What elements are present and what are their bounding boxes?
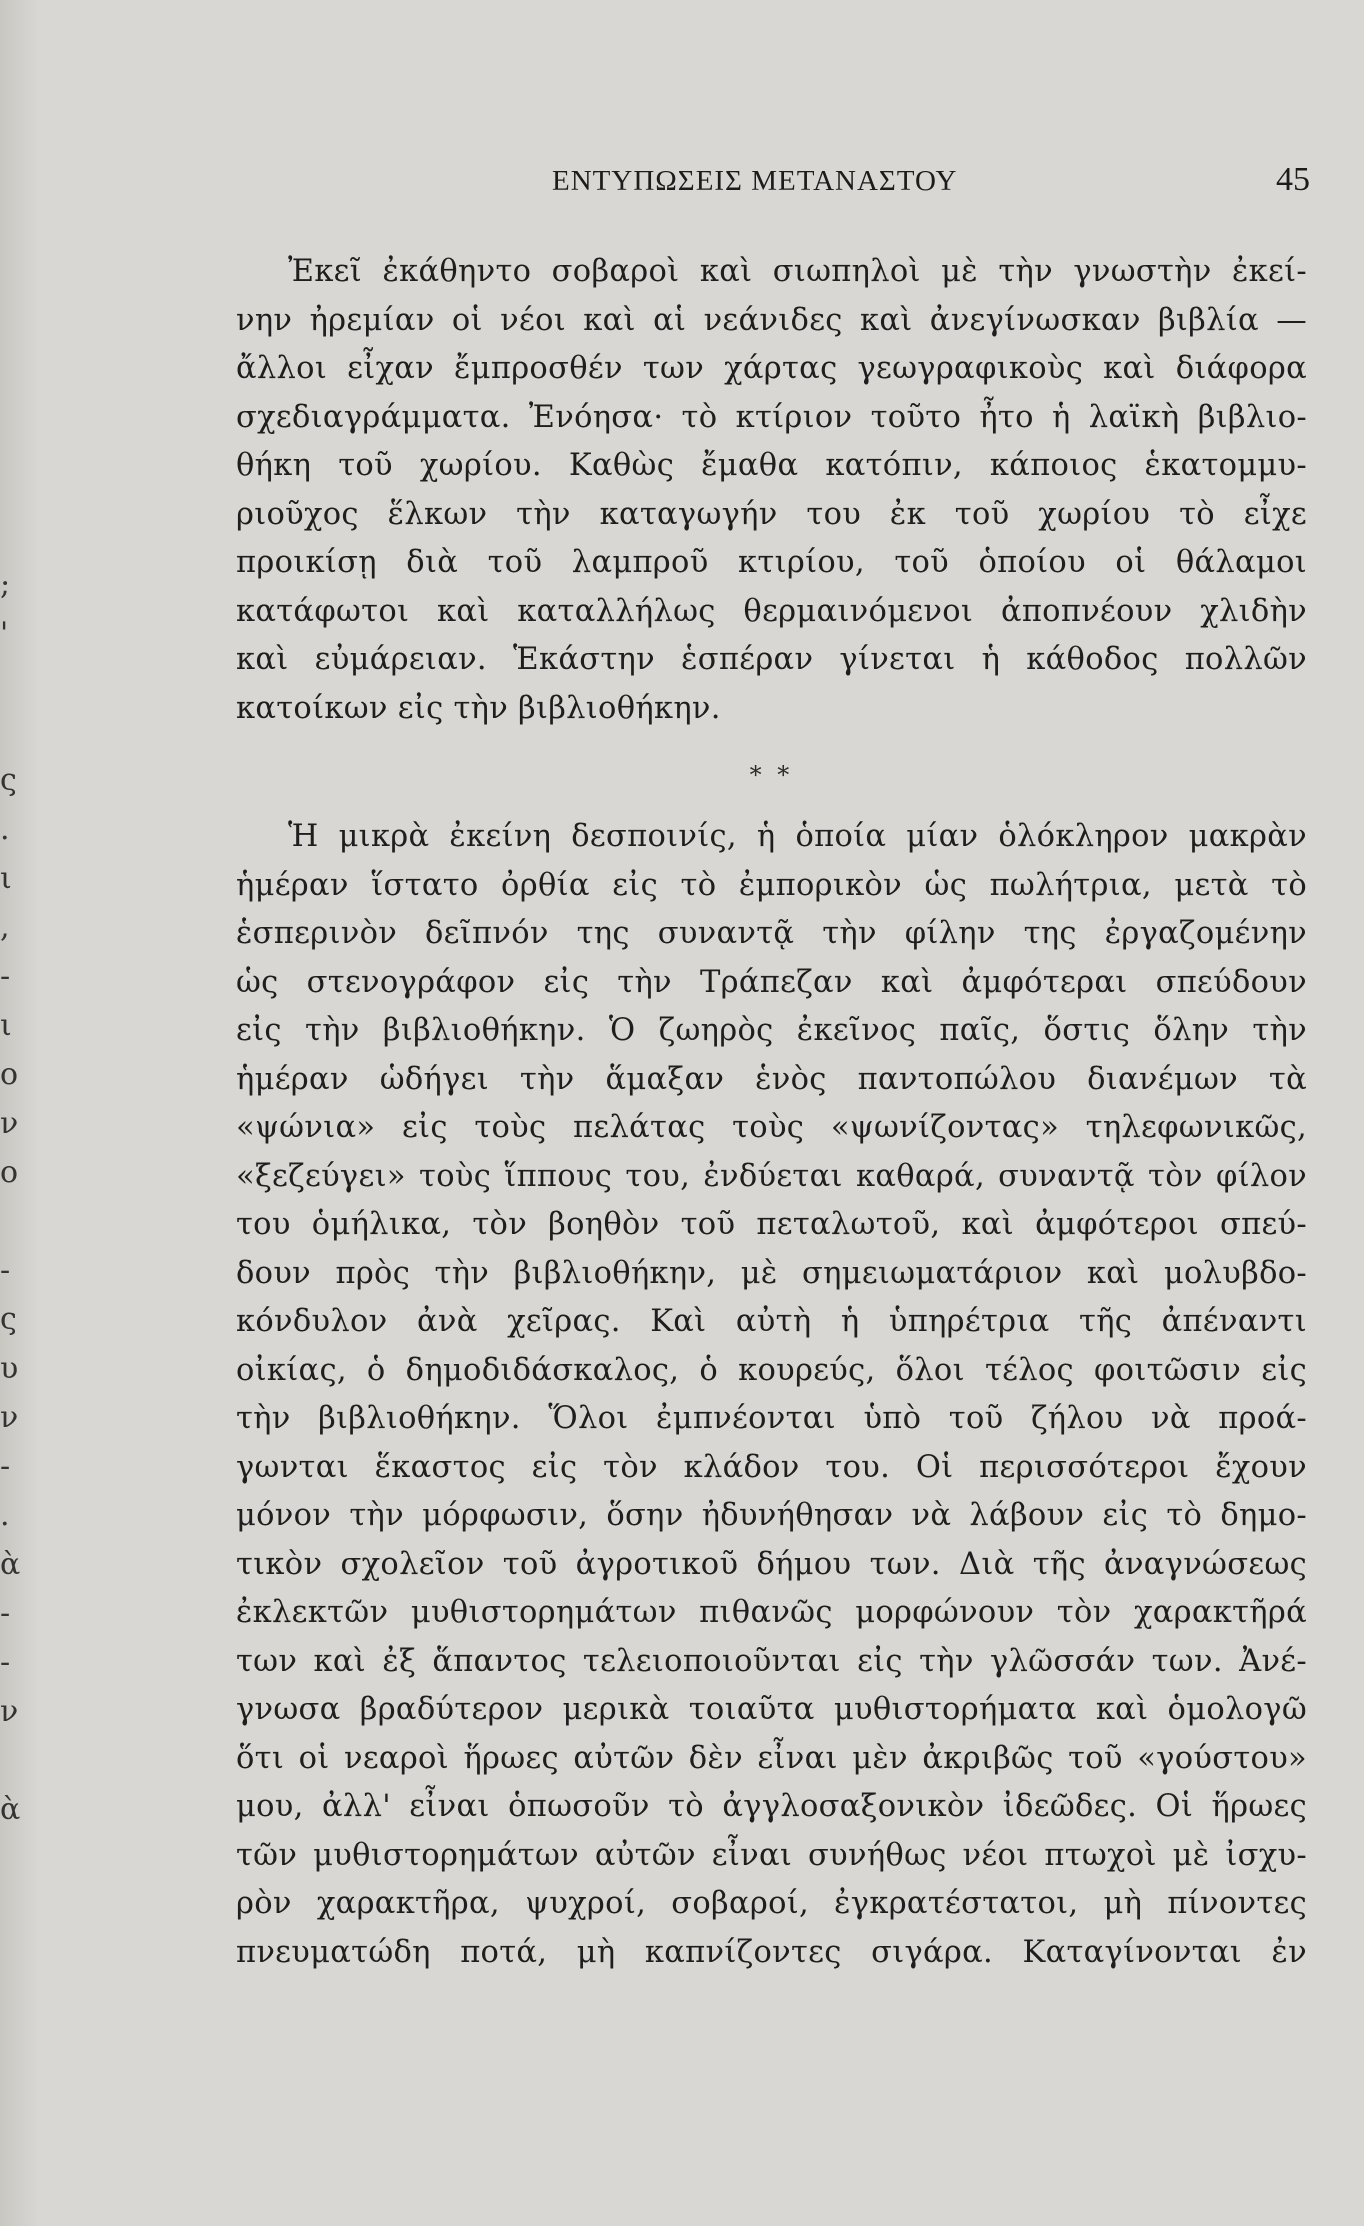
text-line: γνωσα βραδύτερον μερικὰ τοιαῦτα μυθιστορήματα καὶ ὁμολογῶ (236, 1692, 1307, 1727)
text-line: Ἡ μικρὰ ἐκείνη δεσποινίς, ἡ ὁποία μίαν ὁλόκληρον μακρὰν (288, 819, 1307, 854)
gutter-mark: . (0, 812, 10, 847)
gutter-mark: ι (0, 861, 12, 896)
gutter-mark: ὰ (0, 1792, 21, 1827)
gutter-mark (0, 1736, 22, 1785)
text-line: «ξεζεύγει» τοὺς ἵππους του, ἐνδύεται καθαρά, συναντᾷ τὸν φίλον (236, 1158, 1307, 1194)
text-line: τικὸν σχολεῖον τοῦ ἀγροτικοῦ δήμου των. Διὰ τῆς ἀναγνώσεως (236, 1546, 1307, 1582)
text-line: ἄλλοι εἶχαν ἔμπροσθέν των χάρτας γεωγραφικοὺς καὶ διάφορα (236, 351, 1307, 386)
gutter-mark: ν (0, 1694, 19, 1729)
text-line: καὶ εὐμάρειαν. Ἑκάστην ἑσπέραν γίνεται ἡ κάθοδος πολλῶν (236, 642, 1307, 677)
text-line: γωνται ἕκαστος εἰς τὸν κλάδον του. Οἱ περισσότεροι ἔχουν (236, 1449, 1307, 1485)
gutter-mark (0, 707, 22, 756)
text-line: ρὸν χαρακτῆρα, ψυχροί, σοβαροί, ἐγκρατέστατοι, μὴ πίνοντες (236, 1886, 1307, 1921)
text-line: κόνδυλον ἀνὰ χεῖρας. Καὶ αὐτὴ ἡ ὑπηρέτρια τῆς ἀπέναντι (236, 1304, 1307, 1339)
paragraph (236, 248, 1307, 733)
facing-page-text-fragments (0, 560, 22, 1834)
gutter-mark: ὰ (0, 1547, 21, 1582)
text-line: πνευματώδη ποτά, μὴ καπνίζοντες σιγάρα. Καταγίνονται ἐν (236, 1934, 1307, 1970)
text-line: προικίσῃ διὰ τοῦ λαμπροῦ κτιρίου, τοῦ ὁποίου οἱ θάλαμοι (236, 545, 1307, 580)
running-title: ΕΝΤΥΠΩΣΕΙΣ ΜΕΤΑΝΑΣΤΟΥ (552, 165, 958, 197)
text-line: σχεδιαγράμματα. Ἐνόησα· τὸ κτίριον τοῦτο ἦτο ἡ λαϊκὴ βιβλιο- (236, 399, 1307, 435)
section-separator: * * (749, 761, 794, 789)
text-line: μου, ἀλλ' εἶναι ὁπωσοῦν τὸ ἀγγλοσαξονικὸν ἰδεῶδες. Οἱ ἥρωες (236, 1789, 1307, 1824)
gutter-mark (0, 658, 22, 707)
gutter-mark: ' (0, 616, 9, 651)
text-line: Ἐκεῖ ἐκάθηντο σοβαροὶ καὶ σιωπηλοὶ μὲ τὴν γνωστὴν ἐκεί- (288, 254, 1307, 289)
text-line: ἑσπερινὸν δεῖπνόν της συναντᾷ τὴν φίλην της ἐργαζομένην (236, 916, 1307, 951)
gutter-mark: - (0, 1645, 11, 1680)
gutter-mark: - (0, 1449, 11, 1484)
text-line: κατάφωτοι καὶ καταλλήλως θερμαινόμενοι ἀποπνέουν χλιδὴν (236, 593, 1307, 629)
text-line: κατοίκων εἰς τὴν βιβλιοθήκην. (236, 690, 721, 726)
text-line: θήκη τοῦ χωρίου. Καθὼς ἔμαθα κατόπιν, κάποιος ἑκατομμυ- (236, 448, 1307, 483)
gutter-mark: . (0, 1498, 10, 1533)
gutter-mark (0, 1197, 22, 1246)
paragraph (236, 813, 1307, 1977)
gutter-mark: - (0, 1253, 11, 1288)
text-line: ἡμέραν ἵστατο ὀρθία εἰς τὸ ἐμπορικὸν ὡς πωλήτρια, μετὰ τὸ (236, 867, 1307, 903)
text-line: του ὁμήλικα, τὸν βοηθὸν τοῦ πεταλωτοῦ, καὶ ἀμφότεροι σπεύ- (236, 1207, 1307, 1242)
gutter-mark: ; (0, 567, 11, 602)
text-line: ριοῦχος ἕλκων τὴν καταγωγήν του ἐκ τοῦ χωρίου τὸ εἶχε (236, 496, 1307, 532)
text-line: ὅτι οἱ νεαροὶ ἥρωες αὐτῶν δὲν εἶναι μὲν ἀκριβῶς τοῦ «γούστου» (236, 1740, 1307, 1776)
gutter-mark: ο (0, 1155, 19, 1190)
text-line: «ψώνια» εἰς τοὺς πελάτας τοὺς «ψωνίζοντας» τηλεφωνικῶς, (236, 1110, 1307, 1145)
text-line: οἰκίας, ὁ δημοδιδάσκαλος, ὁ κουρεύς, ὅλοι τέλος φοιτῶσιν εἰς (236, 1352, 1307, 1388)
text-line: μόνον τὴν μόρφωσιν, ὅσην ἠδυνήθησαν νὰ λάβουν εἰς τὸ δημο- (236, 1498, 1307, 1533)
text-line: ἐκλεκτῶν μυθιστορημάτων πιθανῶς μορφώνουν τὸν χαρακτῆρά (236, 1595, 1307, 1630)
gutter-mark: - (0, 959, 11, 994)
text-line: τῶν μυθιστορημάτων αὐτῶν εἶναι συνήθως νέοι πτωχοὶ μὲ ἰσχυ- (236, 1837, 1307, 1873)
running-head (230, 161, 1310, 205)
text-line: των καὶ ἐξ ἅπαντος τελειοποιοῦνται εἰς τὴν γλῶσσάν των. Ἀνέ- (236, 1643, 1307, 1679)
gutter-mark: ς (0, 763, 17, 798)
text-line: νην ἠρεμίαν οἱ νέοι καὶ αἱ νεάνιδες καὶ ἀνεγίνωσκαν βιβλία — (236, 302, 1307, 338)
text-line: ὡς στενογράφον εἰς τὴν Τράπεζαν καὶ ἀμφότεραι σπεύδουν (236, 964, 1307, 1000)
gutter-mark: ς (0, 1302, 17, 1337)
text-line: εἰς τὴν βιβλιοθήκην. Ὁ ζωηρὸς ἐκεῖνος παῖς, ὅστις ὅλην τὴν (236, 1013, 1307, 1048)
gutter-mark: ν (0, 1106, 19, 1141)
gutter-mark: υ (0, 1351, 19, 1386)
gutter-mark: ι (0, 1008, 12, 1043)
page-number: 45 (1276, 161, 1310, 198)
text-line: ἡμέραν ὡδήγει τὴν ἅμαξαν ἑνὸς παντοπώλου διανέμων τὰ (236, 1061, 1307, 1097)
text-line: δουν πρὸς τὴν βιβλιοθήκην, μὲ σημειωματάριον καὶ μολυβδο- (236, 1255, 1307, 1291)
gutter-mark: - (0, 1596, 11, 1631)
text-line: τὴν βιβλιοθήκην. Ὅλοι ἐμπνέονται ὑπὸ τοῦ ζήλου νὰ προά- (236, 1401, 1307, 1436)
body-text (236, 248, 1307, 1977)
gutter-mark: , (0, 910, 10, 945)
gutter-mark: ο (0, 1057, 19, 1092)
gutter-mark: ν (0, 1400, 19, 1435)
